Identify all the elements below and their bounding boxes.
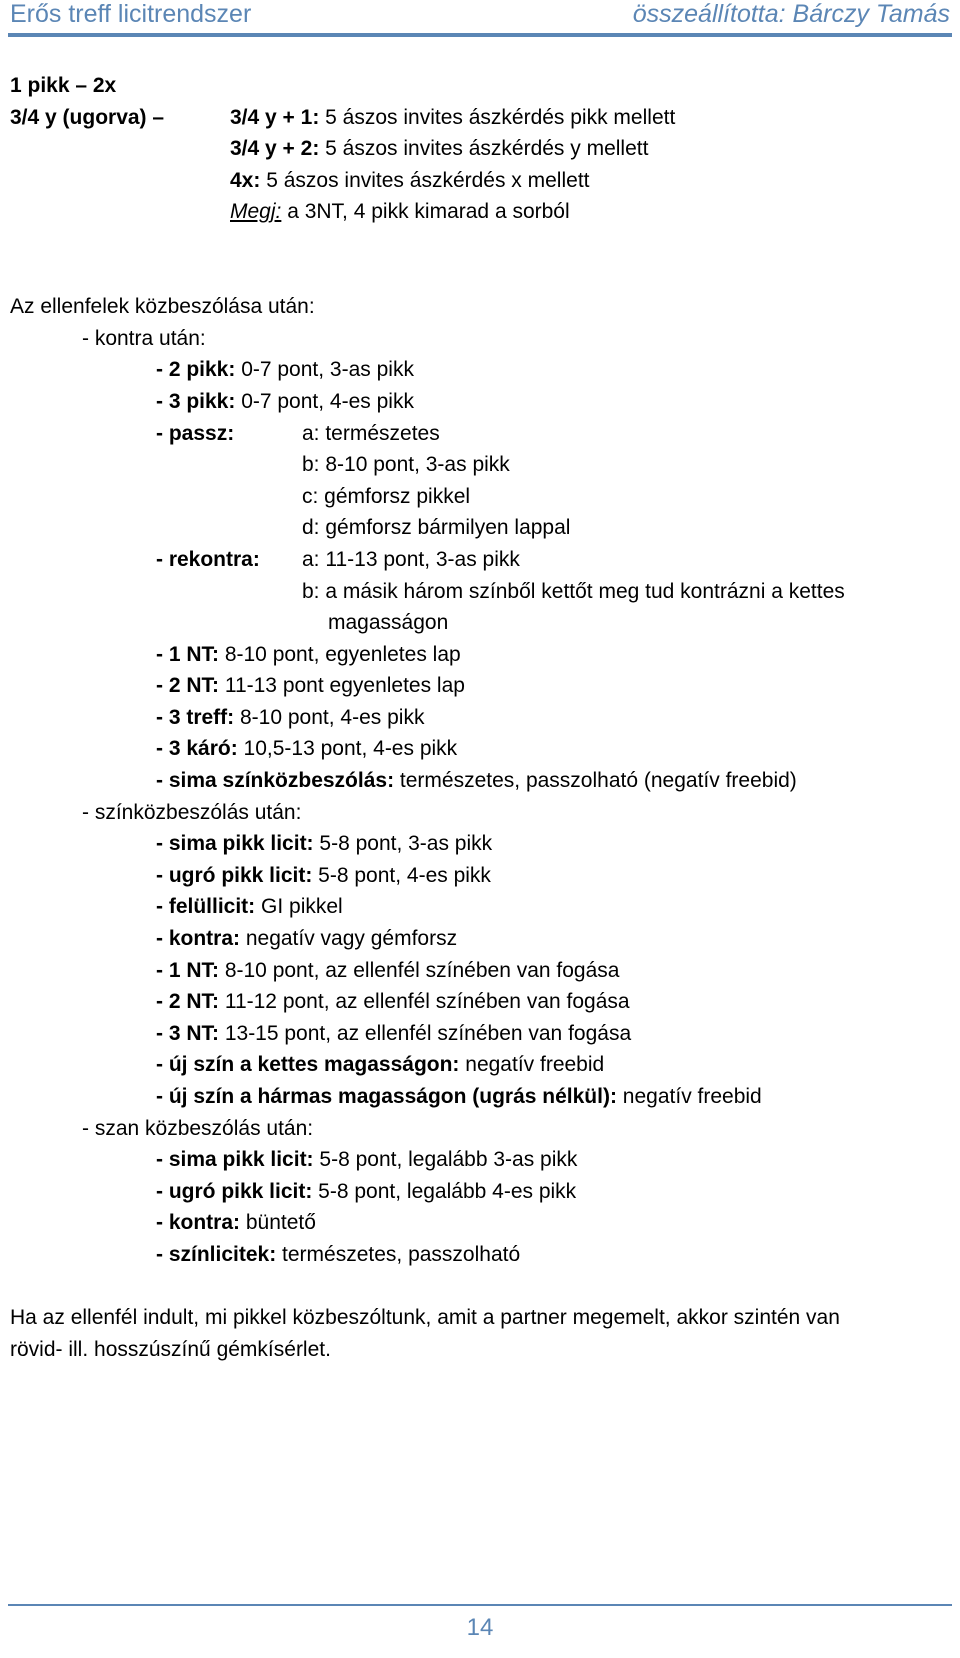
szan-heading: - szan közbeszólás után: bbox=[82, 1116, 314, 1140]
list-item: a: természetes bbox=[302, 421, 440, 445]
list-row bbox=[10, 639, 950, 671]
list-row bbox=[10, 765, 950, 797]
list-item: - felüllicit: GI pikkel bbox=[156, 895, 343, 919]
page-header bbox=[10, 0, 950, 36]
list-item: - ugró pikk licit: 5-8 pont, 4-es pikk bbox=[156, 863, 491, 887]
list-item: b: 8-10 pont, 3-as pikk bbox=[302, 453, 510, 477]
list-item: 4x: 5 ászos invites ászkérdés x mellett bbox=[230, 168, 590, 192]
list-item: 3/4 y + 2: 5 ászos invites ászkérdés y mellett bbox=[230, 137, 649, 161]
closing-line bbox=[10, 1334, 950, 1366]
list-item: - új szín a hármas magasságon (ugrás nélkül): negatív freebid bbox=[156, 1085, 762, 1108]
list-item: - sima színközbeszólás: természetes, passzolható (negatív freebid) bbox=[156, 769, 797, 793]
szan-heading-row bbox=[10, 1113, 950, 1145]
section1-item-row bbox=[10, 165, 950, 197]
list-row bbox=[10, 1176, 950, 1208]
list-item: - 3 NT: 13-15 pont, az ellenfél színében van fogása bbox=[156, 1021, 632, 1045]
list-row bbox=[10, 702, 950, 734]
szin-heading: - színközbeszólás után: bbox=[82, 800, 302, 824]
list-row bbox=[10, 733, 950, 765]
section1-item-row bbox=[10, 133, 950, 165]
list-item: - 2 pikk: 0-7 pont, 3-as pikk bbox=[156, 358, 414, 382]
ugorva-label: 3/4 y (ugorva) – bbox=[10, 105, 165, 129]
list-row bbox=[10, 828, 950, 860]
list-item: b: a másik három színből kettőt meg tud kontrázni a kettes bbox=[302, 579, 845, 603]
list-row bbox=[10, 1239, 950, 1271]
list-row bbox=[10, 891, 950, 923]
list-row bbox=[10, 354, 950, 386]
list-item: - sima pikk licit: 5-8 pont, 3-as pikk bbox=[156, 832, 493, 856]
list-item: - 1 NT: 8-10 pont, az ellenfél színében van fogása bbox=[156, 958, 620, 982]
list-row bbox=[10, 576, 950, 608]
list-item: d: gémforsz bármilyen lappal bbox=[302, 516, 571, 540]
section1-item-row bbox=[10, 102, 950, 134]
list-row bbox=[10, 1144, 950, 1176]
list-item: - 2 NT: 11-13 pont egyenletes lap bbox=[156, 674, 465, 698]
list-row bbox=[10, 670, 950, 702]
list-row bbox=[10, 418, 950, 450]
list-item: c: gémforsz pikkel bbox=[302, 484, 471, 508]
list-item: 3/4 y + 1: 5 ászos invites ászkérdés pikk mellett bbox=[230, 105, 676, 129]
closing-text-1: Ha az ellenfél indult, mi pikkel közbeszóltunk, amit a partner megemelt, akkor szintén van bbox=[10, 1306, 840, 1330]
rekontra-label: - rekontra: bbox=[156, 547, 260, 571]
kontra-heading: - kontra után: bbox=[82, 326, 206, 350]
list-item: - ugró pikk licit: 5-8 pont, legalább 4-es pikk bbox=[156, 1179, 577, 1203]
list-item: - kontra: büntető bbox=[156, 1211, 316, 1235]
closing-line bbox=[10, 1302, 950, 1334]
section1-heading-row bbox=[10, 70, 950, 102]
passz-label: - passz: bbox=[156, 421, 235, 445]
list-item: - 3 pikk: 0-7 pont, 4-es pikk bbox=[156, 389, 414, 413]
closing-text-2: rövid- ill. hosszúszínű gémkísérlet. bbox=[10, 1337, 331, 1361]
header-divider bbox=[8, 33, 952, 37]
list-row bbox=[10, 449, 950, 481]
list-row bbox=[10, 1018, 950, 1050]
list-row bbox=[10, 481, 950, 513]
list-row bbox=[10, 923, 950, 955]
list-item: - 3 treff: 8-10 pont, 4-es pikk bbox=[156, 705, 425, 729]
list-item: - sima pikk licit: 5-8 pont, legalább 3-as pikk bbox=[156, 1148, 578, 1172]
list-row bbox=[10, 607, 950, 639]
list-row bbox=[10, 986, 950, 1018]
list-item: - színlicitek: természetes, passzolható bbox=[156, 1242, 521, 1266]
list-row bbox=[10, 544, 950, 576]
note-label: Megj: bbox=[230, 200, 282, 224]
list-row bbox=[10, 1081, 950, 1113]
list-row bbox=[10, 955, 950, 987]
section2-intro-row bbox=[10, 291, 950, 323]
note: Megj: a 3NT, 4 pikk kimarad a sorból bbox=[230, 200, 570, 224]
list-item: a: 11-13 pont, 3-as pikk bbox=[302, 547, 520, 571]
footer-divider bbox=[8, 1604, 952, 1606]
list-row bbox=[10, 1207, 950, 1239]
section2-intro: Az ellenfelek közbeszólása után: bbox=[10, 295, 315, 319]
list-item: - 1 NT: 8-10 pont, egyenletes lap bbox=[156, 642, 461, 666]
list-item: - új szín a kettes magasságon: negatív freebid bbox=[156, 1053, 605, 1077]
list-row bbox=[10, 512, 950, 544]
document-body bbox=[10, 70, 950, 1365]
list-row bbox=[10, 1049, 950, 1081]
list-item: - 2 NT: 11-12 pont, az ellenfél színében van fogása bbox=[156, 990, 630, 1014]
kontra-heading-row bbox=[10, 323, 950, 355]
page-number: 14 bbox=[466, 1614, 494, 1641]
section1-heading: 1 pikk – 2x bbox=[10, 74, 117, 97]
szin-heading-row bbox=[10, 797, 950, 829]
list-row bbox=[10, 860, 950, 892]
list-item-continuation: magasságon bbox=[328, 611, 449, 635]
list-item: - kontra: negatív vagy gémforsz bbox=[156, 927, 458, 951]
list-item: - 3 káró: 10,5-13 pont, 4-es pikk bbox=[156, 737, 458, 761]
header-title: Erős treff licitrendszer bbox=[10, 0, 252, 28]
list-row bbox=[10, 386, 950, 418]
section1-note-row bbox=[10, 196, 950, 228]
header-author: összeállította: Bárczy Tamás bbox=[632, 0, 950, 28]
